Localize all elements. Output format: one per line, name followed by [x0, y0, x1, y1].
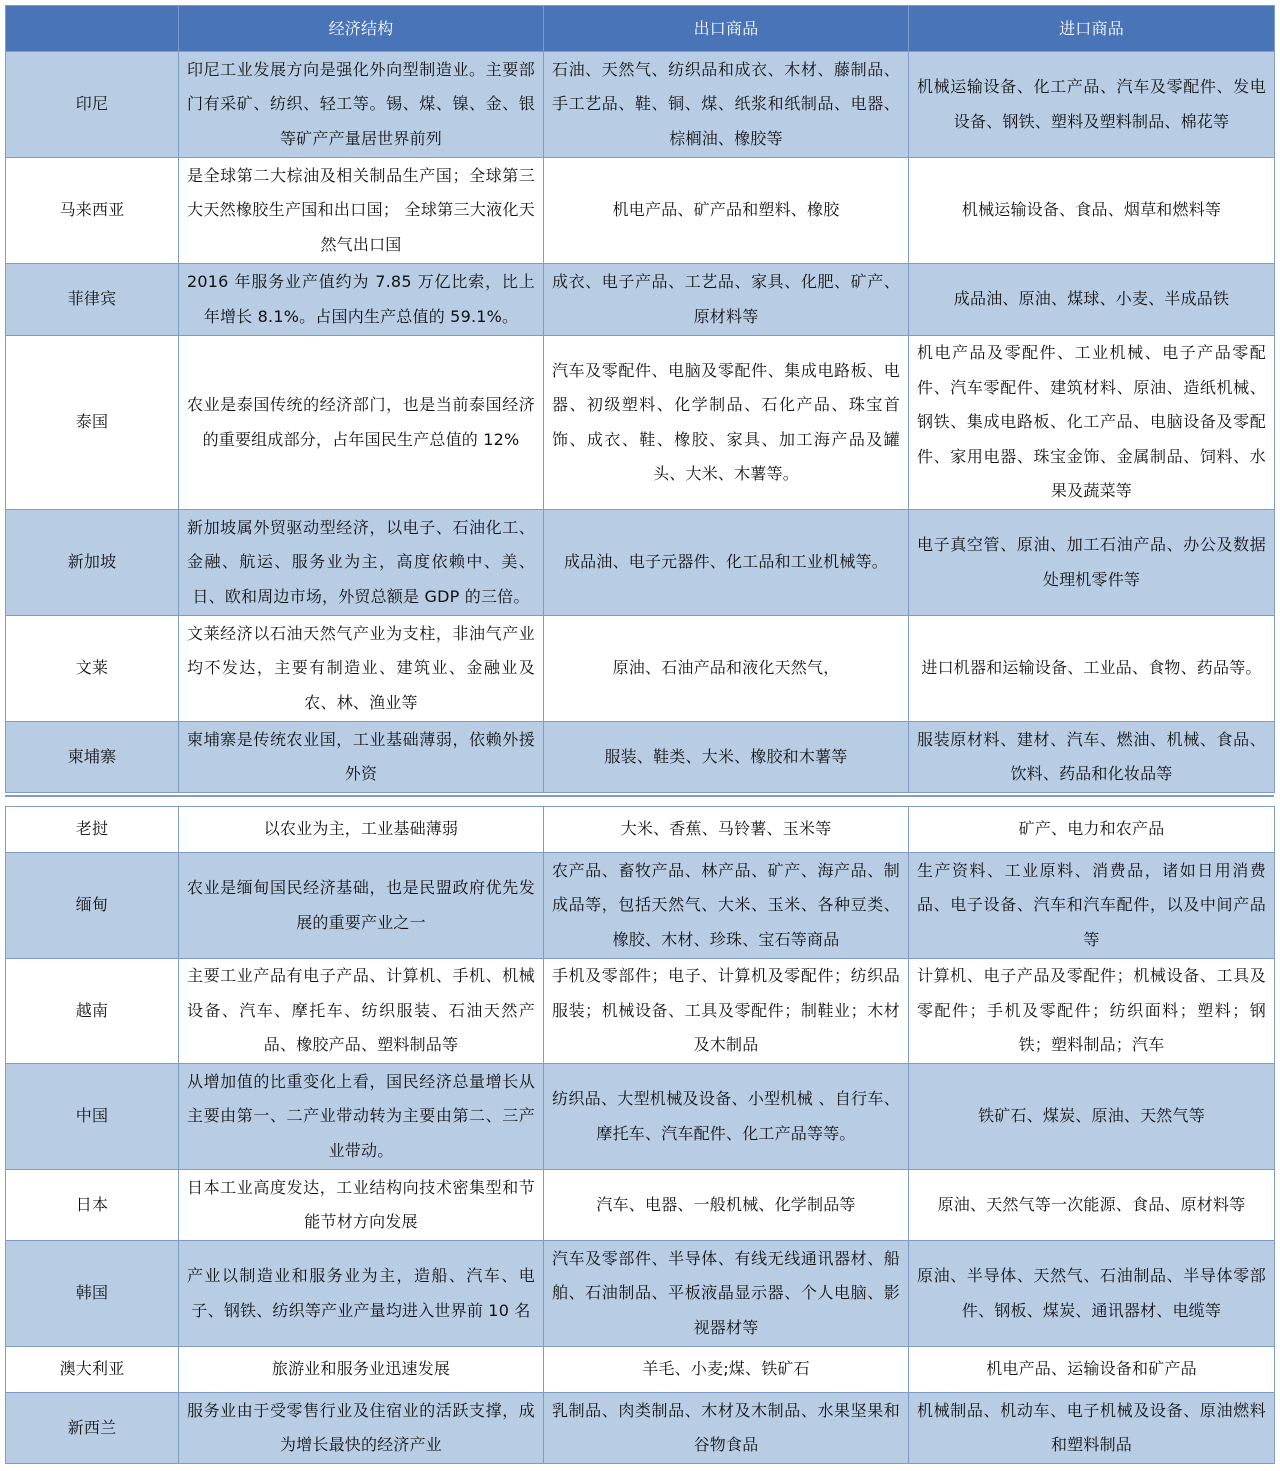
exports-cell: 石油、天然气、纺织品和成衣、木材、藤制品、手工艺品、鞋、铜、煤、纸浆和纸制品、电器、棕榈油、橡胶等	[544, 52, 909, 158]
country-name: 日本	[6, 1170, 179, 1241]
imports-cell: 铁矿石、煤炭、原油、天然气等	[909, 1064, 1275, 1170]
exports-cell: 羊毛、小麦;煤、铁矿石	[544, 1347, 909, 1393]
economy-cell: 是全球第二大棕油及相关制品生产国；全球第三大天然橡胶生产国和出口国； 全球第三大液化天然气出口国	[179, 158, 544, 264]
exports-cell: 纺织品、大型机械及设备、小型机械 、自行车、摩托车、汽车配件、化工产品等等。	[544, 1064, 909, 1170]
exports-cell: 汽车、电器、一般机械、化学制品等	[544, 1170, 909, 1241]
economy-cell: 旅游业和服务业迅速发展	[179, 1347, 544, 1393]
table-row	[6, 1347, 1275, 1393]
economy-cell: 产业以制造业和服务业为主，造船、汽车、电子、钢铁、纺织等产业产量均进入世界前 10 名	[179, 1241, 544, 1347]
imports-cell: 生产资料、工业原料、消费品，诸如日用消费品、电子设备、汽车和汽车配件，以及中间产品等	[909, 853, 1275, 959]
country-name: 韩国	[6, 1241, 179, 1347]
exports-cell: 手机及零部件；电子、计算机及零配件；纺织品服装；机械设备、工具及零配件；制鞋业；木材及木制品	[544, 959, 909, 1064]
country-name: 印尼	[6, 52, 179, 158]
exports-cell: 成衣、电子产品、工艺品、家具、化肥、矿产、原材料等	[544, 264, 909, 336]
imports-cell: 成品油、原油、煤球、小麦、半成品铁	[909, 264, 1275, 336]
imports-cell: 电子真空管、原油、加工石油产品、办公及数据处理机零件等	[909, 510, 1275, 616]
country-name: 新加坡	[6, 510, 179, 616]
imports-cell: 机电产品及零配件、工业机械、电子产品零配件、汽车零配件、建筑材料、原油、造纸机械、钢铁、集成电路板、化工产品、电脑设备及零配件、家用电器、珠宝金饰、金属制品、饲料、水果及蔬菜等	[909, 336, 1275, 510]
country-name: 泰国	[6, 336, 179, 510]
exports-cell: 汽车及零配件、电脑及零配件、集成电路板、电器、初级塑料、化学制品、石化产品、珠宝首饰、成衣、鞋、橡胶、家具、加工海产品及罐头、大米、木薯等。	[544, 336, 909, 510]
economy-cell: 以农业为主，工业基础薄弱	[179, 807, 544, 853]
table-row	[6, 722, 1275, 793]
country-name: 老挝	[6, 807, 179, 853]
exports-cell: 原油、石油产品和液化天然气，	[544, 616, 909, 722]
economy-cell: 服务业由于受零售行业及住宿业的活跃支撑，成为增长最快的经济产业	[179, 1393, 544, 1464]
header-imports: 进口商品	[909, 6, 1275, 52]
imports-cell: 原油、天然气等一次能源、食品、原材料等	[909, 1170, 1275, 1241]
table-row	[6, 158, 1275, 264]
country-name: 越南	[6, 959, 179, 1064]
economy-cell: 文莱经济以石油天然气产业为支柱，非油气产业均不发达，主要有制造业、建筑业、金融业及农、林、渔业等	[179, 616, 544, 722]
economy-cell: 农业是缅甸国民经济基础，也是民盟政府优先发展的重要产业之一	[179, 853, 544, 959]
imports-cell: 原油、半导体、天然气、石油制品、半导体零部件、钢板、煤炭、通讯器材、电缆等	[909, 1241, 1275, 1347]
economy-cell: 柬埔寨是传统农业国，工业基础薄弱，依赖外援外资	[179, 722, 544, 793]
country-name: 缅甸	[6, 853, 179, 959]
header-exports: 出口商品	[544, 6, 909, 52]
exports-cell: 乳制品、肉类制品、木材及木制品、水果坚果和谷物食品	[544, 1393, 909, 1464]
imports-cell: 矿产、电力和农产品	[909, 807, 1275, 853]
exports-cell: 成品油、电子元器件、化工品和工业机械等。	[544, 510, 909, 616]
table-row	[6, 1393, 1275, 1464]
country-name: 澳大利亚	[6, 1347, 179, 1393]
economy-cell: 农业是泰国传统的经济部门，也是当前泰国经济的重要组成部分，占年国民生产总值的 12%	[179, 336, 544, 510]
economy-cell: 新加坡属外贸驱动型经济，以电子、石油化工、金融、航运、服务业为主，高度依赖中、美、日、欧和周边市场，外贸总额是 GDP 的三倍。	[179, 510, 544, 616]
table-divider	[5, 795, 1274, 797]
table-row	[6, 853, 1275, 959]
table-row	[6, 1241, 1275, 1347]
table-row	[6, 616, 1275, 722]
imports-cell: 进口机器和运输设备、工业品、食物、药品等。	[909, 616, 1275, 722]
economy-cell: 印尼工业发展方向是强化外向型制造业。主要部门有采矿、纺织、轻工等。锡、煤、镍、金、银等矿产产量居世界前列	[179, 52, 544, 158]
table-row	[6, 959, 1275, 1064]
economy-cell: 日本工业高度发达，工业结构向技术密集型和节能节材方向发展	[179, 1170, 544, 1241]
table-row	[6, 1064, 1275, 1170]
exports-cell: 机电产品、矿产品和塑料、橡胶	[544, 158, 909, 264]
country-name: 马来西亚	[6, 158, 179, 264]
table-row	[6, 264, 1275, 336]
header-cell-blank	[6, 6, 179, 52]
exports-cell: 汽车及零部件、半导体、有线无线通讯器材、船舶、石油制品、平板液晶显示器、个人电脑、影视器材等	[544, 1241, 909, 1347]
trade-table-part1	[5, 5, 1275, 793]
table-row	[6, 336, 1275, 510]
country-name: 新西兰	[6, 1393, 179, 1464]
imports-cell: 计算机、电子产品及零配件；机械设备、工具及零配件；手机及零配件；纺织面料；塑料；钢铁；塑料制品；汽车	[909, 959, 1275, 1064]
header-row	[6, 6, 1275, 52]
imports-cell: 机械运输设备、化工产品、汽车及零配件、发电设备、钢铁、塑料及塑料制品、棉花等	[909, 52, 1275, 158]
country-name: 文莱	[6, 616, 179, 722]
economy-cell: 主要工业产品有电子产品、计算机、手机、机械设备、汽车、摩托车、纺织服装、石油天然产品、橡胶产品、塑料制品等	[179, 959, 544, 1064]
header-economy: 经济结构	[179, 6, 544, 52]
table-row	[6, 510, 1275, 616]
exports-cell: 大米、香蕉、马铃薯、玉米等	[544, 807, 909, 853]
imports-cell: 机械制品、机动车、电子机械及设备、原油燃料和塑料制品	[909, 1393, 1275, 1464]
country-name: 柬埔寨	[6, 722, 179, 793]
economy-cell: 2016 年服务业产值约为 7.85 万亿比索，比上年增长 8.1%。占国内生产总值的 59.1%。	[179, 264, 544, 336]
country-name: 中国	[6, 1064, 179, 1170]
imports-cell: 服装原材料、建材、汽车、燃油、机械、食品、饮料、药品和化妆品等	[909, 722, 1275, 793]
country-name: 菲律宾	[6, 264, 179, 336]
table-row	[6, 52, 1275, 158]
table-row	[6, 1170, 1275, 1241]
exports-cell: 服装、鞋类、大米、橡胶和木薯等	[544, 722, 909, 793]
imports-cell: 机电产品、运输设备和矿产品	[909, 1347, 1275, 1393]
table-row	[6, 807, 1275, 853]
exports-cell: 农产品、畜牧产品、林产品、矿产、海产品、制成品等，包括天然气、大米、玉米、各种豆类、橡胶、木材、珍珠、宝石等商品	[544, 853, 909, 959]
imports-cell: 机械运输设备、食品、烟草和燃料等	[909, 158, 1275, 264]
economy-cell: 从增加值的比重变化上看，国民经济总量增长从主要由第一、二产业带动转为主要由第二、三产业带动。	[179, 1064, 544, 1170]
trade-table-part2	[5, 806, 1275, 1464]
